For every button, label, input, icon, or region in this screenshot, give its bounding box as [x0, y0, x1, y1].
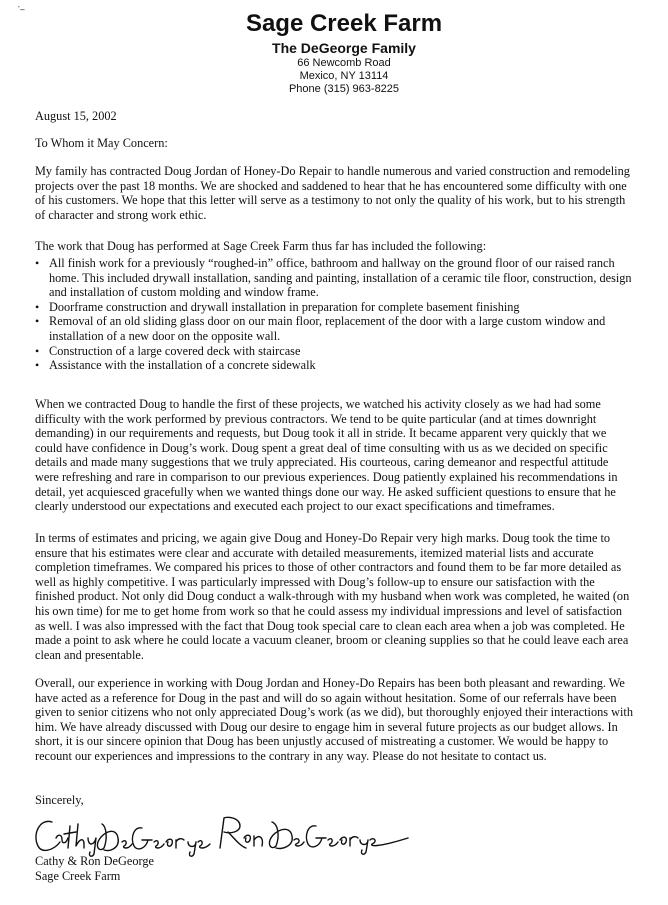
list-item: • All finish work for a previously “roughed-in” office, bathroom and hallway on the ground floor of our raised ranch home. This included drywall installation, sanding and painting, installation of a ceramic tile floor, construction, design and installation of custom molding and window frame.: [35, 256, 635, 300]
phone-number: Phone (315) 963-8225: [288, 83, 400, 95]
signer-org: Sage Creek Farm: [35, 868, 121, 883]
list-item: • Construction of a large covered deck with staircase: [35, 344, 635, 359]
work-list: [35, 256, 635, 373]
list-item: • Doorframe construction and drywall installation in preparation for complete basement finishing: [35, 300, 635, 315]
signer-block: [35, 854, 154, 883]
paragraph-intro: My family has contracted Doug Jordan of Honey-Do Repair to handle numerous and varied construction and remodeling projects over the past 18 months. We are shocked and saddened to hear that he has encountered some difficulty with one of his customers. We hope that this letter will serve as a testimony to not only the quality of his work, but to his strength of character and strong work ethic.: [35, 164, 630, 222]
salutation: To Whom it May Concern:: [35, 136, 168, 150]
paragraph-experience: When we contracted Doug to handle the first of these projects, we watched his activity closely as we had had some difficulty with the work performed by previous contractors. We tend to be quite particular (and at times downright demanding) in our requirements and requests, but Doug took it all in stride. It became apparent very quickly that we could have confidence in Doug’s work. Doug spent a great deal of time consulting with us as we decided on specific details and made many suggestions that we truly appreciated. His courteous, caring demeanor and respectful attitude were refreshing and rare in comparison to our previous experiences. Doug patiently explained his recommendations in detail, yet acquiesced gracefully when we wanted things done our way. He asked sufficient questions to ensure that he clearly understood our expectations and executed each project to our exact specifications and timeframes.: [35, 397, 618, 514]
paragraph-overall: Overall, our experience in working with Doug Jordan and Honey-Do Repairs has been both pleasant and rewarding. We have acted as a reference for Doug in the past and will do so again without hesitation. Some of our referrals have been given to senior citizens who not only appreciated Doug’s work (as we did), but thoroughly enjoyed their interactions with him. We have already discussed with Doug our desire to engage him in several future projects as our budget allows. In short, it is our sincere opinion that Doug has been unjustly accused of mistreating a customer. We would be happy to recount our experiences and impressions to the contrary in any way. Please do not hesitate to contact us.: [35, 676, 633, 763]
list-item: • Assistance with the installation of a concrete sidewalk: [35, 358, 635, 373]
handwritten-signature: [30, 808, 410, 858]
farm-name: Sage Creek Farm: [245, 10, 443, 37]
work-list-intro: The work that Doug has performed at Sage Creek Farm thus far has included the following:: [35, 239, 487, 253]
family-name: The DeGeorge Family: [272, 40, 416, 56]
letter-date: August 15, 2002: [35, 109, 117, 123]
closing: Sincerely,: [35, 793, 84, 807]
street-address: 66 Newcomb Road: [297, 57, 391, 69]
signer-names: Cathy & Ron DeGeorge: [35, 854, 154, 868]
letterhead: [0, 10, 668, 96]
paragraph-pricing: In terms of estimates and pricing, we again give Doug and Honey-Do Repair very high marks. Doug took the time to ensure that his estimates were clear and accurate with detailed measurements, itemized material lists and accurate completion timeframes. We compared his prices to those of other contractors and found them to be far more detailed as well as highly competitive. I was particularly impressed with Doug’s follow-up to ensure our satisfaction with the finished product. Not only did Doug conduct a walk-through with my husband when work was completed, he waited (on his own time) for me to get home from work so that he could assess my individual impressions and level of satisfaction as well. I was also impressed with the fact that Doug took special care to clean each area when a job was completed. He made a point to ask where he could locate a vacuum cleaner, broom or cleaning supplies so that he could leave each area clean and presentable.: [35, 531, 630, 662]
city-address: Mexico, NY 13114: [299, 70, 389, 82]
scan-mark: ′‒: [18, 5, 25, 14]
list-item: • Removal of an old sliding glass door on our main floor, replacement of the door with a large custom window and installation of a new door on the opposite wall.: [35, 314, 635, 343]
